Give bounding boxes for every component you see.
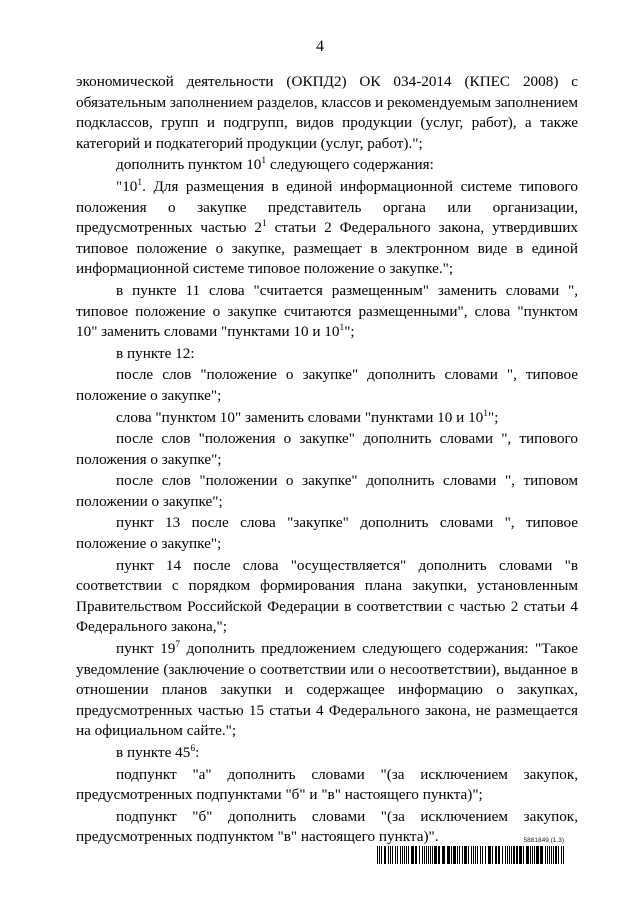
text-fragment: экономической деятельности (ОКПД2) ОК 034-2014 (КПЕС 2008) с обязательным заполнением разделов, классов и рекомендуемым заполнением подклассов, групп и подгрупп, видов продукции (услуг, работ), а также категорий и подкатегорий продукции (услуг, работ)."; <box>76 73 578 152</box>
paragraph <box>76 72 578 154</box>
text-fragment: в пункте 12: <box>116 344 195 362</box>
text-fragment: после слов "положении о закупке" дополнить словами ", типовом положении о закупке"; <box>76 472 578 510</box>
superscript: 7 <box>175 640 181 651</box>
text-fragment: подпункт "а" дополнить словами "(за исключением закупок, предусмотренных подпунктами "б" и "в" настоящего пункта)"; <box>76 765 578 804</box>
superscript: 1 <box>137 177 143 188</box>
text-fragment: пункт 14 после слова "осуществляется" дополнить словами "в соответствии с порядком формирования плана закупки, установленным Правительством Российской Федерации в соответствии с частью 2 статьи 4 Федерального закона,"; <box>76 556 578 636</box>
paragraph <box>76 365 578 406</box>
superscript: 1 <box>261 156 267 167</box>
paragraph <box>76 556 578 638</box>
text-fragment: следующего содержания: <box>266 156 434 174</box>
document-body <box>76 72 578 848</box>
text-fragment: после слов "положение о закупке" дополнить словами ", типовое положение о закупке"; <box>76 366 578 404</box>
page-number: 4 <box>316 38 324 55</box>
text-fragment: статьи 2 Федерального закона, утвердивших типовое положение о закупке, размещает в электронном виде в единой информационной системе типовое положение о закупке."; <box>76 219 578 278</box>
superscript: 1 <box>261 219 267 230</box>
paragraph <box>76 408 578 429</box>
paragraph <box>76 177 578 280</box>
superscript: 6 <box>190 744 196 754</box>
text-fragment: : <box>195 744 200 761</box>
paragraph <box>76 743 578 764</box>
paragraph <box>76 513 578 554</box>
superscript: 1 <box>339 323 345 334</box>
paragraph <box>76 344 578 365</box>
text-fragment: дополнить предложением следующего содержания: "Такое уведомление (заключение о соответствии или о несоответствии), выданное в отношении планов закупки и содержащее информацию о закупках, предусмотренных частью 15 статьи 4 Федерального закона, не размещается на официальном сайте."; <box>76 640 578 740</box>
document-code: 5881849 (1.3) <box>523 837 564 844</box>
text-fragment: "; <box>344 323 355 341</box>
text-fragment: пункт 19 <box>116 640 176 658</box>
text-fragment: "; <box>488 408 499 426</box>
superscript: 1 <box>483 408 489 419</box>
text-fragment: в пункте 11 слова "считается размещенным" заменить словами ", типовое положение о закупке считаются размещенными", слова "пунктом 10" заменить словами "пунктами 10 и 10 <box>76 281 578 341</box>
text-fragment: . Для размещения в единой информационной системе типового положения о закупке представитель органа или организации, предусмотренных частью 2 <box>76 177 578 237</box>
text-fragment: подпункт "б" дополнить словами "(за исключением закупок, предусмотренных подпунктом "в" настоящего пункта)". <box>76 807 578 846</box>
text-fragment: слова "пунктом 10" заменить словами "пунктами 10 и 10 <box>116 408 484 426</box>
text-fragment: дополнить пунктом 10 <box>116 156 262 174</box>
paragraph <box>76 429 578 470</box>
paragraph <box>76 639 578 742</box>
barcode-icon <box>377 846 565 864</box>
text-fragment: после слов "положения о закупке" дополнить словами ", типового положения о закупке"; <box>76 430 578 468</box>
paragraph <box>76 155 578 176</box>
paragraph <box>76 765 578 806</box>
text-fragment: "10 <box>116 177 138 195</box>
text-fragment: в пункте 45 <box>116 744 191 761</box>
paragraph <box>76 471 578 512</box>
paragraph <box>76 281 578 343</box>
text-fragment: пункт 13 после слова "закупке" дополнить словами ", типовое положение о закупке"; <box>76 514 578 553</box>
